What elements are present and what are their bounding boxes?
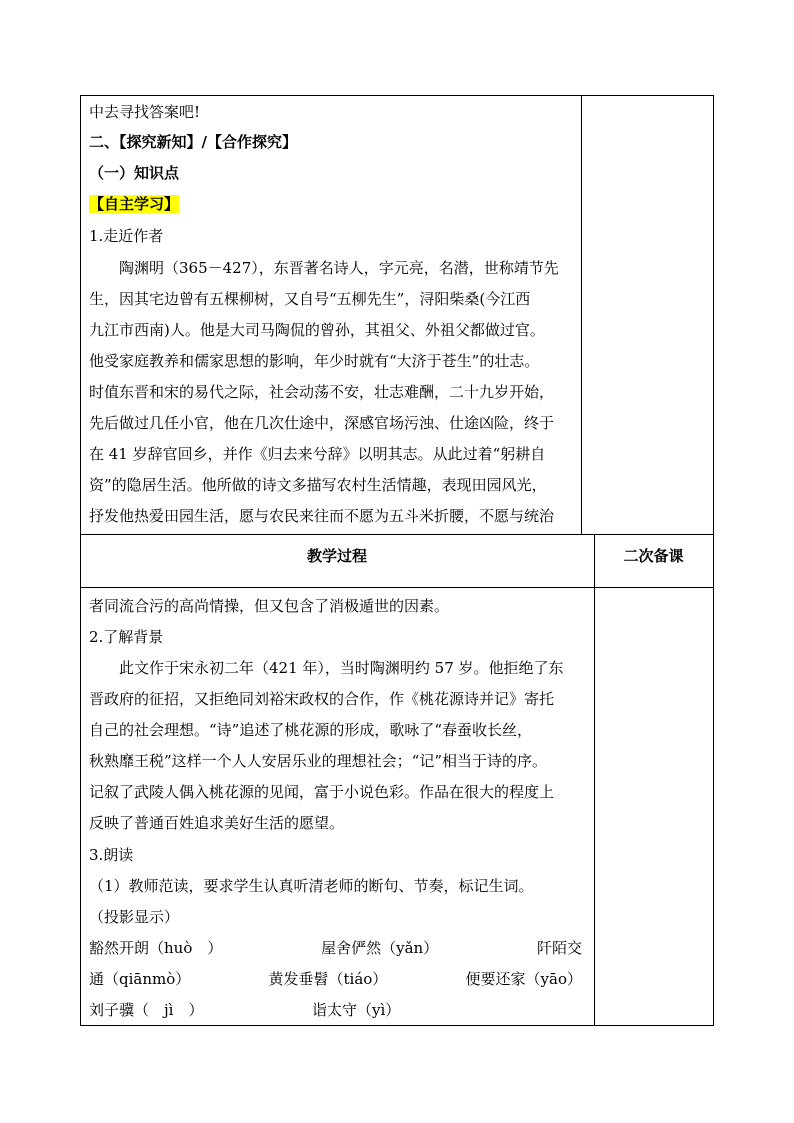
author-para-line: 时值东晋和宋的易代之际，社会动荡不安，壮志难酬，二十九岁开始，: [89, 383, 555, 401]
projection-note: （投影显示）: [89, 908, 180, 926]
author-para-line: 抒发他热爱田园生活，愿与农民来往而不愿为五斗米折腰，不愿与统治: [89, 507, 555, 525]
background-para-line: 秋熟靡王税”这样一个人人安居乐业的理想社会；“记”相当于诗的序。: [89, 752, 548, 770]
vocab-row: [89, 969, 582, 989]
background-para-line: 自己的社会理想。“诗”追述了桃花源的形成，歌咏了“春蚕收长丝，: [89, 721, 533, 739]
vocab-item: 豁然开朗（huò ）: [89, 939, 223, 957]
vocab-row: [89, 938, 582, 958]
item-title-author: 1.走近作者: [89, 227, 164, 245]
table-column-divider-bottom: [594, 587, 595, 1026]
author-para-line: 陶渊明（365－427），东晋著名诗人，字元亮，名潜，世称靖节先: [119, 259, 559, 277]
author-para-line: 先后做过几任小官，他在几次仕途中，深感官场污浊、仕途凶险，终于: [89, 414, 555, 432]
author-para-line: 他受家庭教养和儒家思想的影响，年少时就有“大济于苍生”的壮志。: [89, 352, 540, 370]
table-row-divider-2: [80, 587, 714, 588]
background-para-line: 此文作于宋永初二年（421 年），当时陶渊明约 57 岁。他拒绝了东: [119, 659, 564, 677]
continuation-text: 者同流合污的高尚情操，但又包含了消极遁世的因素。: [89, 597, 450, 615]
section-heading: 二、【探究新知】/【合作探究】: [89, 133, 297, 151]
vocab-item: 诣太守（yì）: [312, 1001, 401, 1019]
background-para-line: 反映了普通百姓追求美好生活的愿望。: [89, 814, 345, 832]
vocab-item: 刘子骥（ jì ）: [89, 1001, 204, 1019]
vocab-item: 黄发垂髫（tiáo）: [268, 970, 388, 988]
author-para-line: 九江市西南)人。他是大司马陶侃的曾孙，其祖父、外祖父都做过官。: [89, 321, 545, 339]
author-para-line: 在 41 岁辞官回乡，并作《归去来兮辞》以明其志。从此过着“躬耕自: [89, 445, 546, 463]
table-row-divider-1: [80, 534, 714, 535]
item-title-reading: 3.朗读: [89, 846, 134, 864]
self-study-tag: 【自主学习】: [89, 195, 180, 213]
continuation-text: 中去寻找答案吧!: [89, 103, 201, 121]
table-border-bottom: [80, 1025, 714, 1026]
table-border-top: [80, 95, 714, 96]
vocab-item: 通（qiānmò）: [89, 970, 191, 988]
author-para-line: 资”的隐居生活。他所做的诗文多描写农村生活情趣，表现田园风光，: [89, 476, 547, 494]
reading-step-1: （1）教师范读，要求学生认真听清老师的断句、节奏，标记生词。: [89, 877, 534, 895]
vocab-item: 屋舍俨然（yǎn）: [321, 939, 439, 957]
header-second-prep: 二次备课: [623, 547, 684, 565]
vocab-item: 阡陌交: [536, 939, 582, 957]
table-column-divider-top: [581, 95, 582, 535]
vocab-item: 便要还家（yāo）: [465, 970, 582, 988]
background-para-line: 晋政府的征招，又拒绝同刘裕宋政权的合作，作《桃花源诗并记》寄托: [89, 690, 555, 708]
author-para-line: 生，因其宅边曾有五棵柳树，又自号“五柳先生”，浔阳柴桑(今江西: [89, 290, 531, 308]
background-para-line: 记叙了武陵人偶入桃花源的见闻，富于小说色彩。作品在很大的程度上: [89, 783, 555, 801]
header-teaching-process: 教学过程: [306, 547, 367, 565]
item-title-background: 2.了解背景: [89, 628, 164, 646]
subsection-heading: （一）知识点: [89, 164, 180, 182]
table-border-right: [713, 95, 714, 1026]
